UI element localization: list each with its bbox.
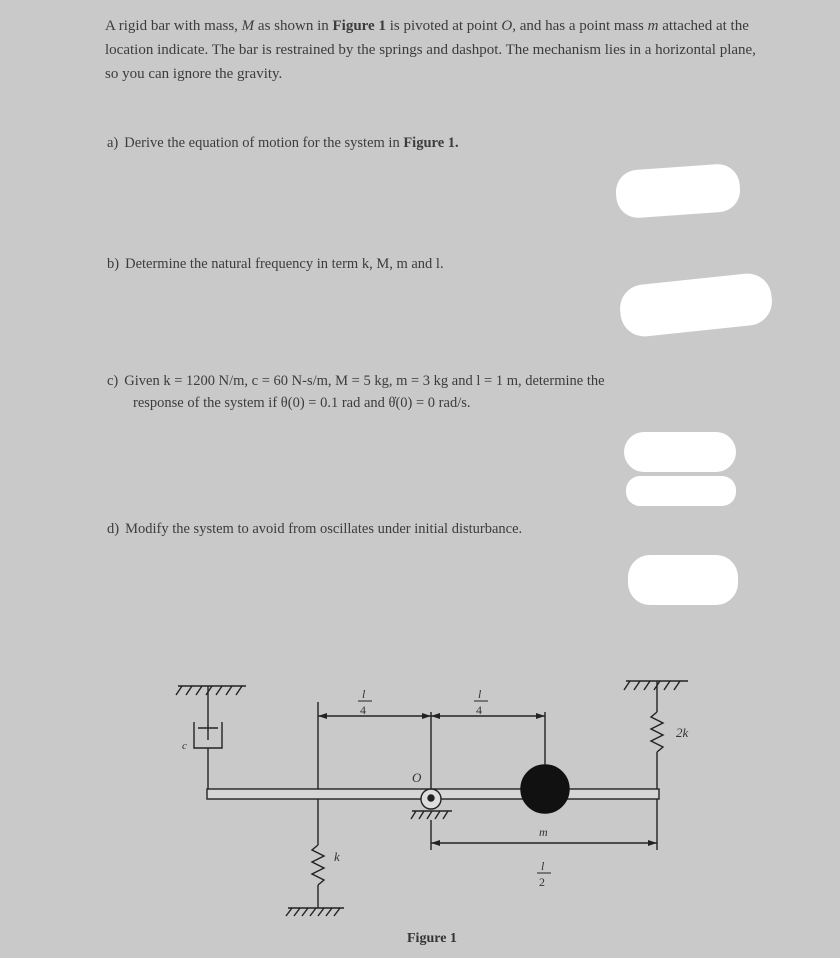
dim2-numerator: l [478, 687, 482, 701]
spring-k-label: k [334, 849, 340, 864]
dim1-denominator: 4 [360, 703, 366, 717]
spring-2k-label: 2k [676, 725, 689, 740]
question-b: b) Determine the natural frequency in term k, M, m and l. [107, 256, 444, 272]
damper-label: c [182, 740, 187, 752]
mass-label: m [539, 825, 548, 839]
dim3-numerator: l [541, 859, 545, 873]
question-c: c) Given k = 1200 N/m, c = 60 N-s/m, M = 5 kg, m = 3 kg and l = 1 m, determine the response of the system if θ(0) = 0.1 rad and θ̇(0) = 0 rad/s. [107, 373, 605, 411]
dim1-numerator: l [362, 687, 366, 701]
question-a: a) Derive the equation of motion for the system in Figure 1. [107, 135, 459, 151]
pivot-label: O [412, 770, 422, 785]
question-d: d) Modify the system to avoid from oscillates under initial disturbance. [107, 521, 523, 537]
figure-caption: Figure 1 [407, 931, 457, 946]
dim3-denominator: 2 [539, 875, 545, 889]
problem-statement: A rigid bar with mass, M as shown in Figure 1 is pivoted at point O, and has a point mass m attached at the location indicate. The bar is restrained by the springs and dashpot. The mechanism lies in a horizontal plane, so you can ignore the gravity. [105, 18, 756, 82]
dim2-denominator: 4 [476, 703, 482, 717]
